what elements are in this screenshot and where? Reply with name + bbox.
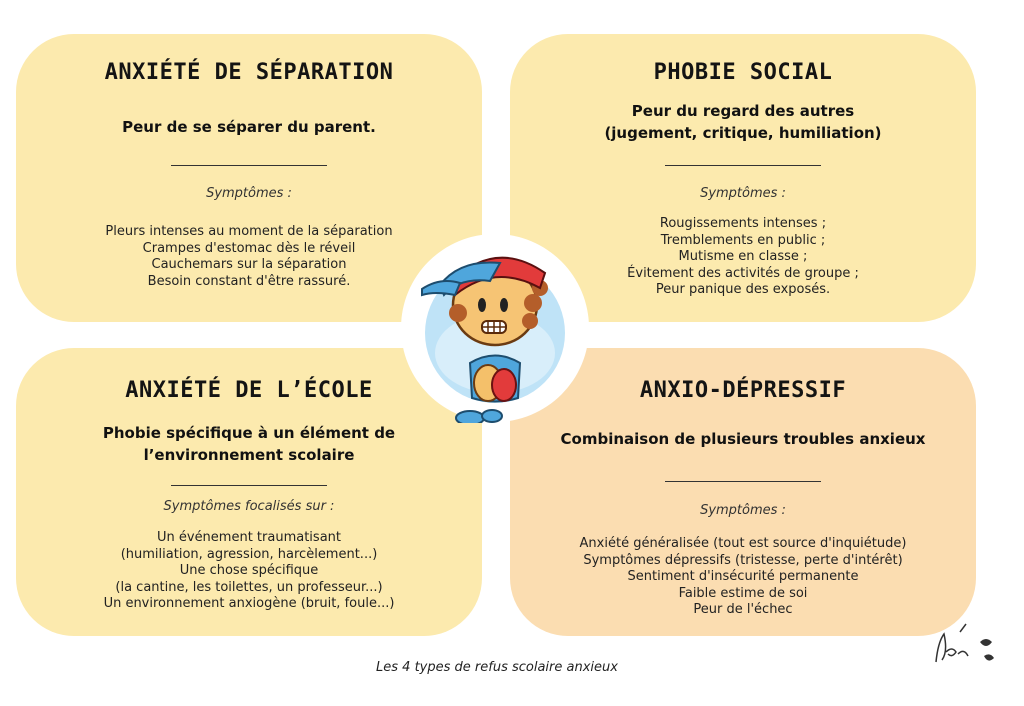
list-item: Un événement traumatisant (156, 530, 341, 545)
card-title: PHOBIE SOCIAL (653, 60, 833, 85)
card-subtitle (46, 422, 452, 466)
symptoms-label: Symptômes : (700, 186, 786, 201)
list-item: Anxiété généralisée (tout est source d'inquiétude) (579, 536, 907, 551)
symptoms-label: Symptômes focalisés sur : (163, 499, 335, 514)
artist-signature-icon (930, 622, 1000, 670)
card-subtitle: Peur de se séparer du parent. (122, 118, 376, 136)
list-item: Un environnement anxiogène (bruit, foule...) (103, 596, 395, 611)
list-item: Crampes d'estomac dès le réveil (142, 240, 356, 256)
list-item: Besoin constant d'être rassuré. (147, 273, 351, 289)
list-item: Pleurs intenses au moment de la séparation (105, 224, 393, 239)
subtitle-line: Phobie spécifique à un élément de (102, 424, 396, 442)
anxious-child-illustration-icon (400, 233, 590, 423)
subtitle-line: l’environnement scolaire (143, 446, 355, 464)
subtitle-line: (jugement, critique, humiliation) (604, 124, 882, 142)
divider (665, 481, 821, 482)
list-item: (humiliation, agression, harcèlement...) (120, 546, 378, 562)
card-title: ANXIÉTÉ DE SÉPARATION (104, 60, 394, 85)
symptoms-list (36, 224, 462, 290)
list-item: Une chose spécifique (179, 563, 319, 578)
divider (665, 165, 821, 166)
divider (171, 165, 327, 166)
card-title: ANXIÉTÉ DE L’ÉCOLE (125, 378, 373, 403)
card-subtitle: Combinaison de plusieurs troubles anxieux (560, 430, 926, 448)
list-item: Cauchemars sur la séparation (151, 257, 347, 272)
symptoms-label: Symptômes : (700, 503, 786, 518)
card-subtitle (540, 100, 946, 144)
list-item: Faible estime de soi (678, 585, 808, 601)
list-item: Peur de l'échec (693, 602, 793, 617)
list-item: Tremblements en public ; (660, 232, 826, 248)
list-item: Peur panique des exposés. (655, 282, 831, 297)
list-item: Symptômes dépressifs (tristesse, perte d'intérêt) (583, 552, 903, 568)
list-item: Évitement des activités de groupe ; (627, 265, 859, 281)
list-item: (la cantine, les toilettes, un professeur...) (115, 579, 383, 595)
symptoms-list (530, 536, 956, 619)
symptoms-label: Symptômes : (206, 186, 292, 201)
figure-caption: Les 4 types de refus scolaire anxieux (376, 660, 618, 675)
list-item: Sentiment d'insécurité permanente (627, 569, 859, 584)
symptoms-list (530, 216, 956, 299)
divider (171, 485, 327, 486)
list-item: Mutisme en classe ; (678, 249, 808, 264)
subtitle-line: Peur du regard des autres (631, 102, 855, 120)
list-item: Rougissements intenses ; (659, 216, 827, 231)
card-title: ANXIO-DÉPRESSIF (639, 378, 847, 403)
symptoms-list (36, 530, 462, 613)
